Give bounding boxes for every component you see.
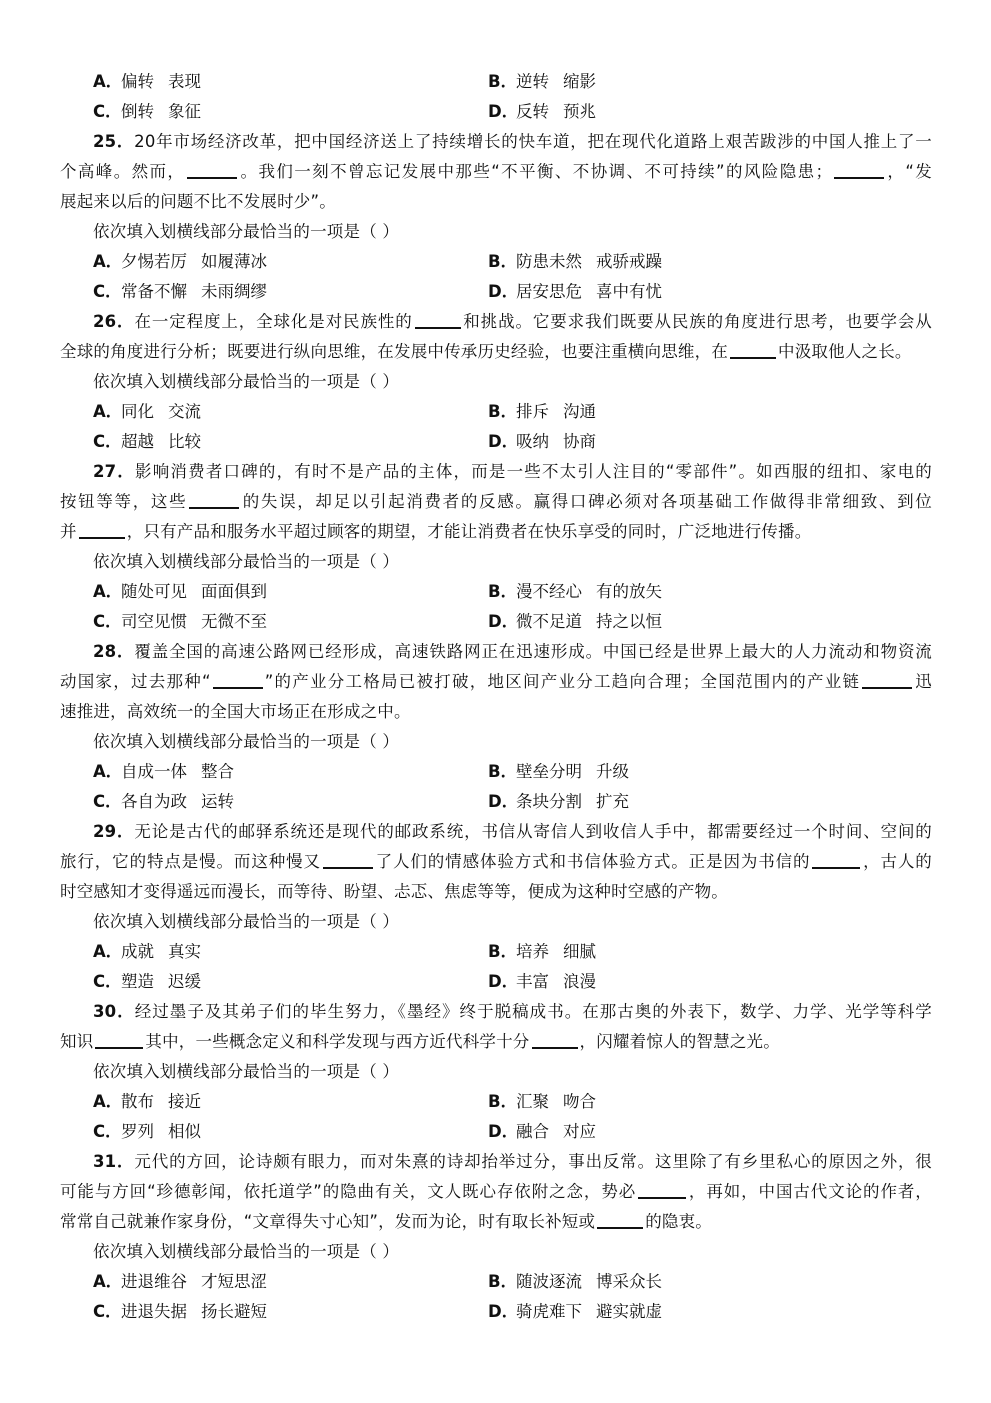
question-number: 31． (93, 1152, 135, 1171)
fill-blank (834, 157, 884, 179)
question-28-line-3: 速推进，高效统一的全国大市场正在形成之中。 (60, 702, 411, 721)
exam-page (60, 67, 932, 1327)
option-q30-d: D．融合 对应 (488, 1122, 596, 1141)
option-q26-c: C．超越 比较 (93, 432, 201, 451)
options-row-q24-cd (60, 97, 932, 127)
option-q27-b: B．漫不经心 有的放矢 (488, 582, 662, 601)
option-q28-c: C．各自为政 运转 (93, 792, 234, 811)
question-30-line-2: 知识 其中，一些概念定义和科学发现与西方近代科学十分 ，闪耀着惊人的智慧之光。 (60, 1027, 932, 1057)
options-row-q31-cd (60, 1297, 932, 1327)
fill-blank (638, 1177, 686, 1199)
question-25-line-3: 展起来以后的问题不比不发展时少”。 (60, 192, 336, 211)
option-q25-a: A．夕惕若厉 如履薄冰 (93, 252, 267, 271)
question-25-line-2: 个高峰。然而， 。我们一刻不曾忘记发展中那些“不平衡、不协调、不可持续”的风险隐患； ，“发 (60, 157, 932, 187)
question-number: 30． (93, 1002, 135, 1021)
options-row-q28-ab (60, 757, 932, 787)
question-number: 25． (93, 132, 135, 151)
question-30-prompt: 依次填入划横线部分最恰当的一项是（ ） (93, 1062, 400, 1081)
option-q24-b: B．逆转 缩影 (488, 72, 596, 91)
options-row-q25-ab (60, 247, 932, 277)
question-27-line-2: 按钮等等，这些 的失误，却足以引起消费者的反感。赢得口碑必须对各项基础工作做得非常细致、到位 (60, 487, 932, 517)
option-q30-a: A．散布 接近 (93, 1092, 201, 1111)
fill-blank (213, 667, 263, 689)
option-q29-d: D．丰富 浪漫 (488, 972, 596, 991)
question-31-line-3: 常常自己就兼作家身份，“文章得失寸心知”，发而为论，时有取长补短或 的隐衷。 (60, 1207, 932, 1237)
options-row-q27-cd (60, 607, 932, 637)
options-row-q28-cd (60, 787, 932, 817)
question-number: 29． (93, 822, 135, 841)
question-25-prompt: 依次填入划横线部分最恰当的一项是（ ） (93, 222, 400, 241)
option-q26-d: D．吸纳 协商 (488, 432, 596, 451)
option-q24-c: C．倒转 象征 (93, 102, 201, 121)
option-q31-b: B．随波逐流 博采众长 (488, 1272, 662, 1291)
options-row-q27-ab (60, 577, 932, 607)
question-29-prompt: 依次填入划横线部分最恰当的一项是（ ） (93, 912, 400, 931)
options-row-q29-cd (60, 967, 932, 997)
option-q31-a: A．进退维谷 才短思涩 (93, 1272, 267, 1291)
fill-blank (812, 847, 860, 869)
option-q31-d: D．骑虎难下 避实就虚 (488, 1302, 662, 1321)
option-q25-b: B．防患未然 戒骄戒躁 (488, 252, 662, 271)
fill-blank (79, 517, 125, 539)
options-row-q26-ab (60, 397, 932, 427)
question-28-line-2: 动国家，过去那种“ ”的产业分工格局已被打破，地区间产业分工趋向合理；全国范围内的产业链 迅 (60, 667, 932, 697)
question-27-line-1: 27．影响消费者口碑的，有时不是产品的主体，而是一些不太引人注目的“零部件”。如西服的纽扣、家电的 (93, 462, 932, 481)
fill-blank (862, 667, 912, 689)
option-q26-b: B．排斥 沟通 (488, 402, 596, 421)
fill-blank (730, 337, 776, 359)
option-q25-c: C．常备不懈 未雨绸缪 (93, 282, 267, 301)
option-q27-d: D．微不足道 持之以恒 (488, 612, 662, 631)
question-26-prompt: 依次填入划横线部分最恰当的一项是（ ） (93, 372, 400, 391)
option-q29-a: A．成就 真实 (93, 942, 201, 961)
fill-blank (187, 157, 237, 179)
question-31-prompt: 依次填入划横线部分最恰当的一项是（ ） (93, 1242, 400, 1261)
fill-blank (415, 307, 461, 329)
option-q28-b: B．壁垒分明 升级 (488, 762, 629, 781)
options-row-q24-ab (60, 67, 932, 97)
options-row-q31-ab (60, 1267, 932, 1297)
option-q30-c: C．罗列 相似 (93, 1122, 201, 1141)
question-29-line-3: 时空感知才变得遥远而漫长，而等待、盼望、忐忑、焦虑等等，便成为这种时空感的产物。 (60, 882, 728, 901)
question-25-line-1: 25．20年市场经济改革，把中国经济送上了持续增长的快车道，把在现代化道路上艰苦跋涉的中国人推上了一 (93, 132, 932, 151)
question-number: 26． (93, 312, 135, 331)
question-27-prompt: 依次填入划横线部分最恰当的一项是（ ） (93, 552, 400, 571)
question-number: 27． (93, 462, 136, 481)
question-31-line-1: 31．元代的方回，论诗颇有眼力，而对朱熹的诗却抬举过分，事出反常。这里除了有乡里私心的原因之外，很 (93, 1152, 933, 1171)
question-26-line-1: 26．在一定程度上，全球化是对民族性的 和挑战。它要求我们既要从民族的角度进行思考，也要学会从 (60, 307, 932, 337)
question-number: 28． (93, 642, 135, 661)
options-row-q30-ab (60, 1087, 932, 1117)
options-row-q25-cd (60, 277, 932, 307)
option-q28-a: A．自成一体 整合 (93, 762, 234, 781)
fill-blank (597, 1207, 643, 1229)
question-27-line-3: 并 ，只有产品和服务水平超过顾客的期望，才能让消费者在快乐享受的同时，广泛地进行传播。 (60, 517, 932, 547)
fill-blank (323, 847, 373, 869)
option-q27-c: C．司空见惯 无微不至 (93, 612, 267, 631)
question-28-line-1: 28．覆盖全国的高速公路网已经形成，高速铁路网正在迅速形成。中国已经是世界上最大的人力流动和物资流 (93, 642, 933, 661)
options-row-q29-ab (60, 937, 932, 967)
option-q24-a: A．偏转 表现 (93, 72, 201, 91)
question-30-line-1: 30．经过墨子及其弟子们的毕生努力，《墨经》终于脱稿成书。在那古奥的外表下，数学、力学、光学等科学 (93, 1002, 933, 1021)
option-q28-d: D．条块分割 扩充 (488, 792, 629, 811)
option-q27-a: A．随处可见 面面俱到 (93, 582, 267, 601)
option-q30-b: B．汇聚 吻合 (488, 1092, 596, 1111)
question-31-line-2: 可能与方回“珍德彰闻，依托道学”的隐曲有关，文人既心存依附之念，势必 ，再如，中国古代文论的作者， (60, 1177, 932, 1207)
fill-blank (532, 1027, 578, 1049)
question-29-line-2: 旅行，它的特点是慢。而这种慢又 了人们的情感体验方式和书信体验方式。正是因为书信的 ，古人的 (60, 847, 932, 877)
option-q24-d: D．反转 预兆 (488, 102, 596, 121)
fill-blank (189, 487, 239, 509)
options-row-q26-cd (60, 427, 932, 457)
option-q29-c: C．塑造 迟缓 (93, 972, 201, 991)
options-row-q30-cd (60, 1117, 932, 1147)
question-28-prompt: 依次填入划横线部分最恰当的一项是（ ） (93, 732, 400, 751)
option-q26-a: A．同化 交流 (93, 402, 201, 421)
option-q29-b: B．培养 细腻 (488, 942, 596, 961)
fill-blank (95, 1027, 143, 1049)
option-q31-c: C．进退失据 扬长避短 (93, 1302, 267, 1321)
question-29-line-1: 29．无论是古代的邮驿系统还是现代的邮政系统，书信从寄信人到收信人手中，都需要经过一个时间、空间的 (93, 822, 933, 841)
option-q25-d: D．居安思危 喜中有忧 (488, 282, 662, 301)
question-26-line-2: 全球的角度进行分析；既要进行纵向思维，在发展中传承历史经验，也要注重横向思维，在 中汲取他人之长。 (60, 337, 932, 367)
